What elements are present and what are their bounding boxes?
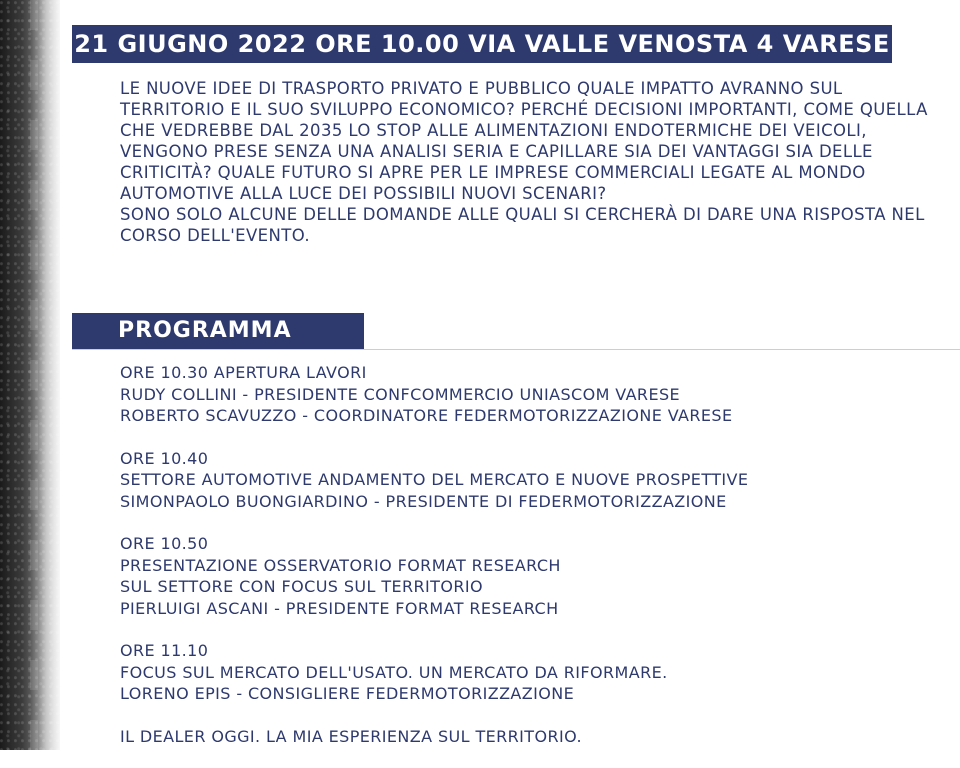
slot-line: SETTORE AUTOMOTIVE ANDAMENTO DEL MERCATO E NUOVE PROSPETTIVE xyxy=(120,470,749,489)
slot-line: LORENO EPIS - CONSIGLIERE FEDERMOTORIZZAZIONE xyxy=(120,684,575,703)
program-list xyxy=(120,362,940,768)
intro-text xyxy=(120,78,930,246)
slot-time: ORE 11.10 xyxy=(120,641,209,660)
slot-line: IL DEALER OGGI. LA MIA ESPERIENZA SUL TERRITORIO. xyxy=(120,726,582,746)
slot-time: ORE 10.30 APERTURA LAVORI xyxy=(120,363,367,382)
program-heading: PROGRAMMA xyxy=(72,313,364,349)
program-slot xyxy=(120,726,940,748)
slot-line: FOCUS SUL MERCATO DELL'USATO. UN MERCATO DA RIFORMARE. xyxy=(120,662,668,682)
road-lane-marking xyxy=(30,0,38,750)
event-date-banner: 21 GIUGNO 2022 ORE 10.00 VIA VALLE VENOSTA 4 VARESE xyxy=(72,25,892,63)
slot-line: PIERLUIGI ASCANI - PRESIDENTE FORMAT RESEARCH xyxy=(120,598,559,618)
slot-line: PRESENTAZIONE OSSERVATORIO FORMAT RESEARCH xyxy=(120,555,561,575)
program-slot xyxy=(120,362,940,427)
slot-line: SIMONPAOLO BUONGIARDINO - PRESIDENTE DI FEDERMOTORIZZAZIONE xyxy=(120,491,727,511)
program-slot xyxy=(120,533,940,619)
section-divider xyxy=(72,349,960,350)
program-slot xyxy=(120,640,940,705)
slot-time: ORE 10.50 xyxy=(120,534,209,553)
slot-line: ROBERTO SCAVUZZO - COORDINATORE FEDERMOTORIZZAZIONE VARESE xyxy=(120,406,733,425)
program-slot xyxy=(120,448,940,513)
intro-paragraph: LE NUOVE IDEE DI TRASPORTO PRIVATO E PUBBLICO QUALE IMPATTO AVRANNO SUL TERRITORIO E IL SUO SVILUPPO ECONOMICO? PERCHÉ DECISIONI IMPORTANTI, COME QUELLA CHE VEDREBBE DAL 2035 LO STOP ALLE ALIMENTAZIONI ENDOTERMICHE DEI VEICOLI, VENGONO PRESE SENZA UNA ANALISI SERIA E CAPILLARE SIA DEI VANTAGGI SIA DELLE CRITICITÀ? QUALE FUTURO SI APRE PER LE IMPRESE COMMERCIALI LEGATE AL MONDO AUTOMOTIVE ALLA LUCE DEI POSSIBILI NUOVI SCENARI? xyxy=(120,79,928,203)
asphalt-road-strip xyxy=(0,0,60,750)
slot-line: SUL SETTORE CON FOCUS SUL TERRITORIO xyxy=(120,577,483,596)
intro-paragraph: SONO SOLO ALCUNE DELLE DOMANDE ALLE QUALI SI CERCHERÀ DI DARE UNA RISPOSTA NEL CORSO DELL'EVENTO. xyxy=(120,205,925,245)
slot-line: RUDY COLLINI - PRESIDENTE CONFCOMMERCIO UNIASCOM VARESE xyxy=(120,384,681,404)
slot-time: ORE 10.40 xyxy=(120,448,209,468)
